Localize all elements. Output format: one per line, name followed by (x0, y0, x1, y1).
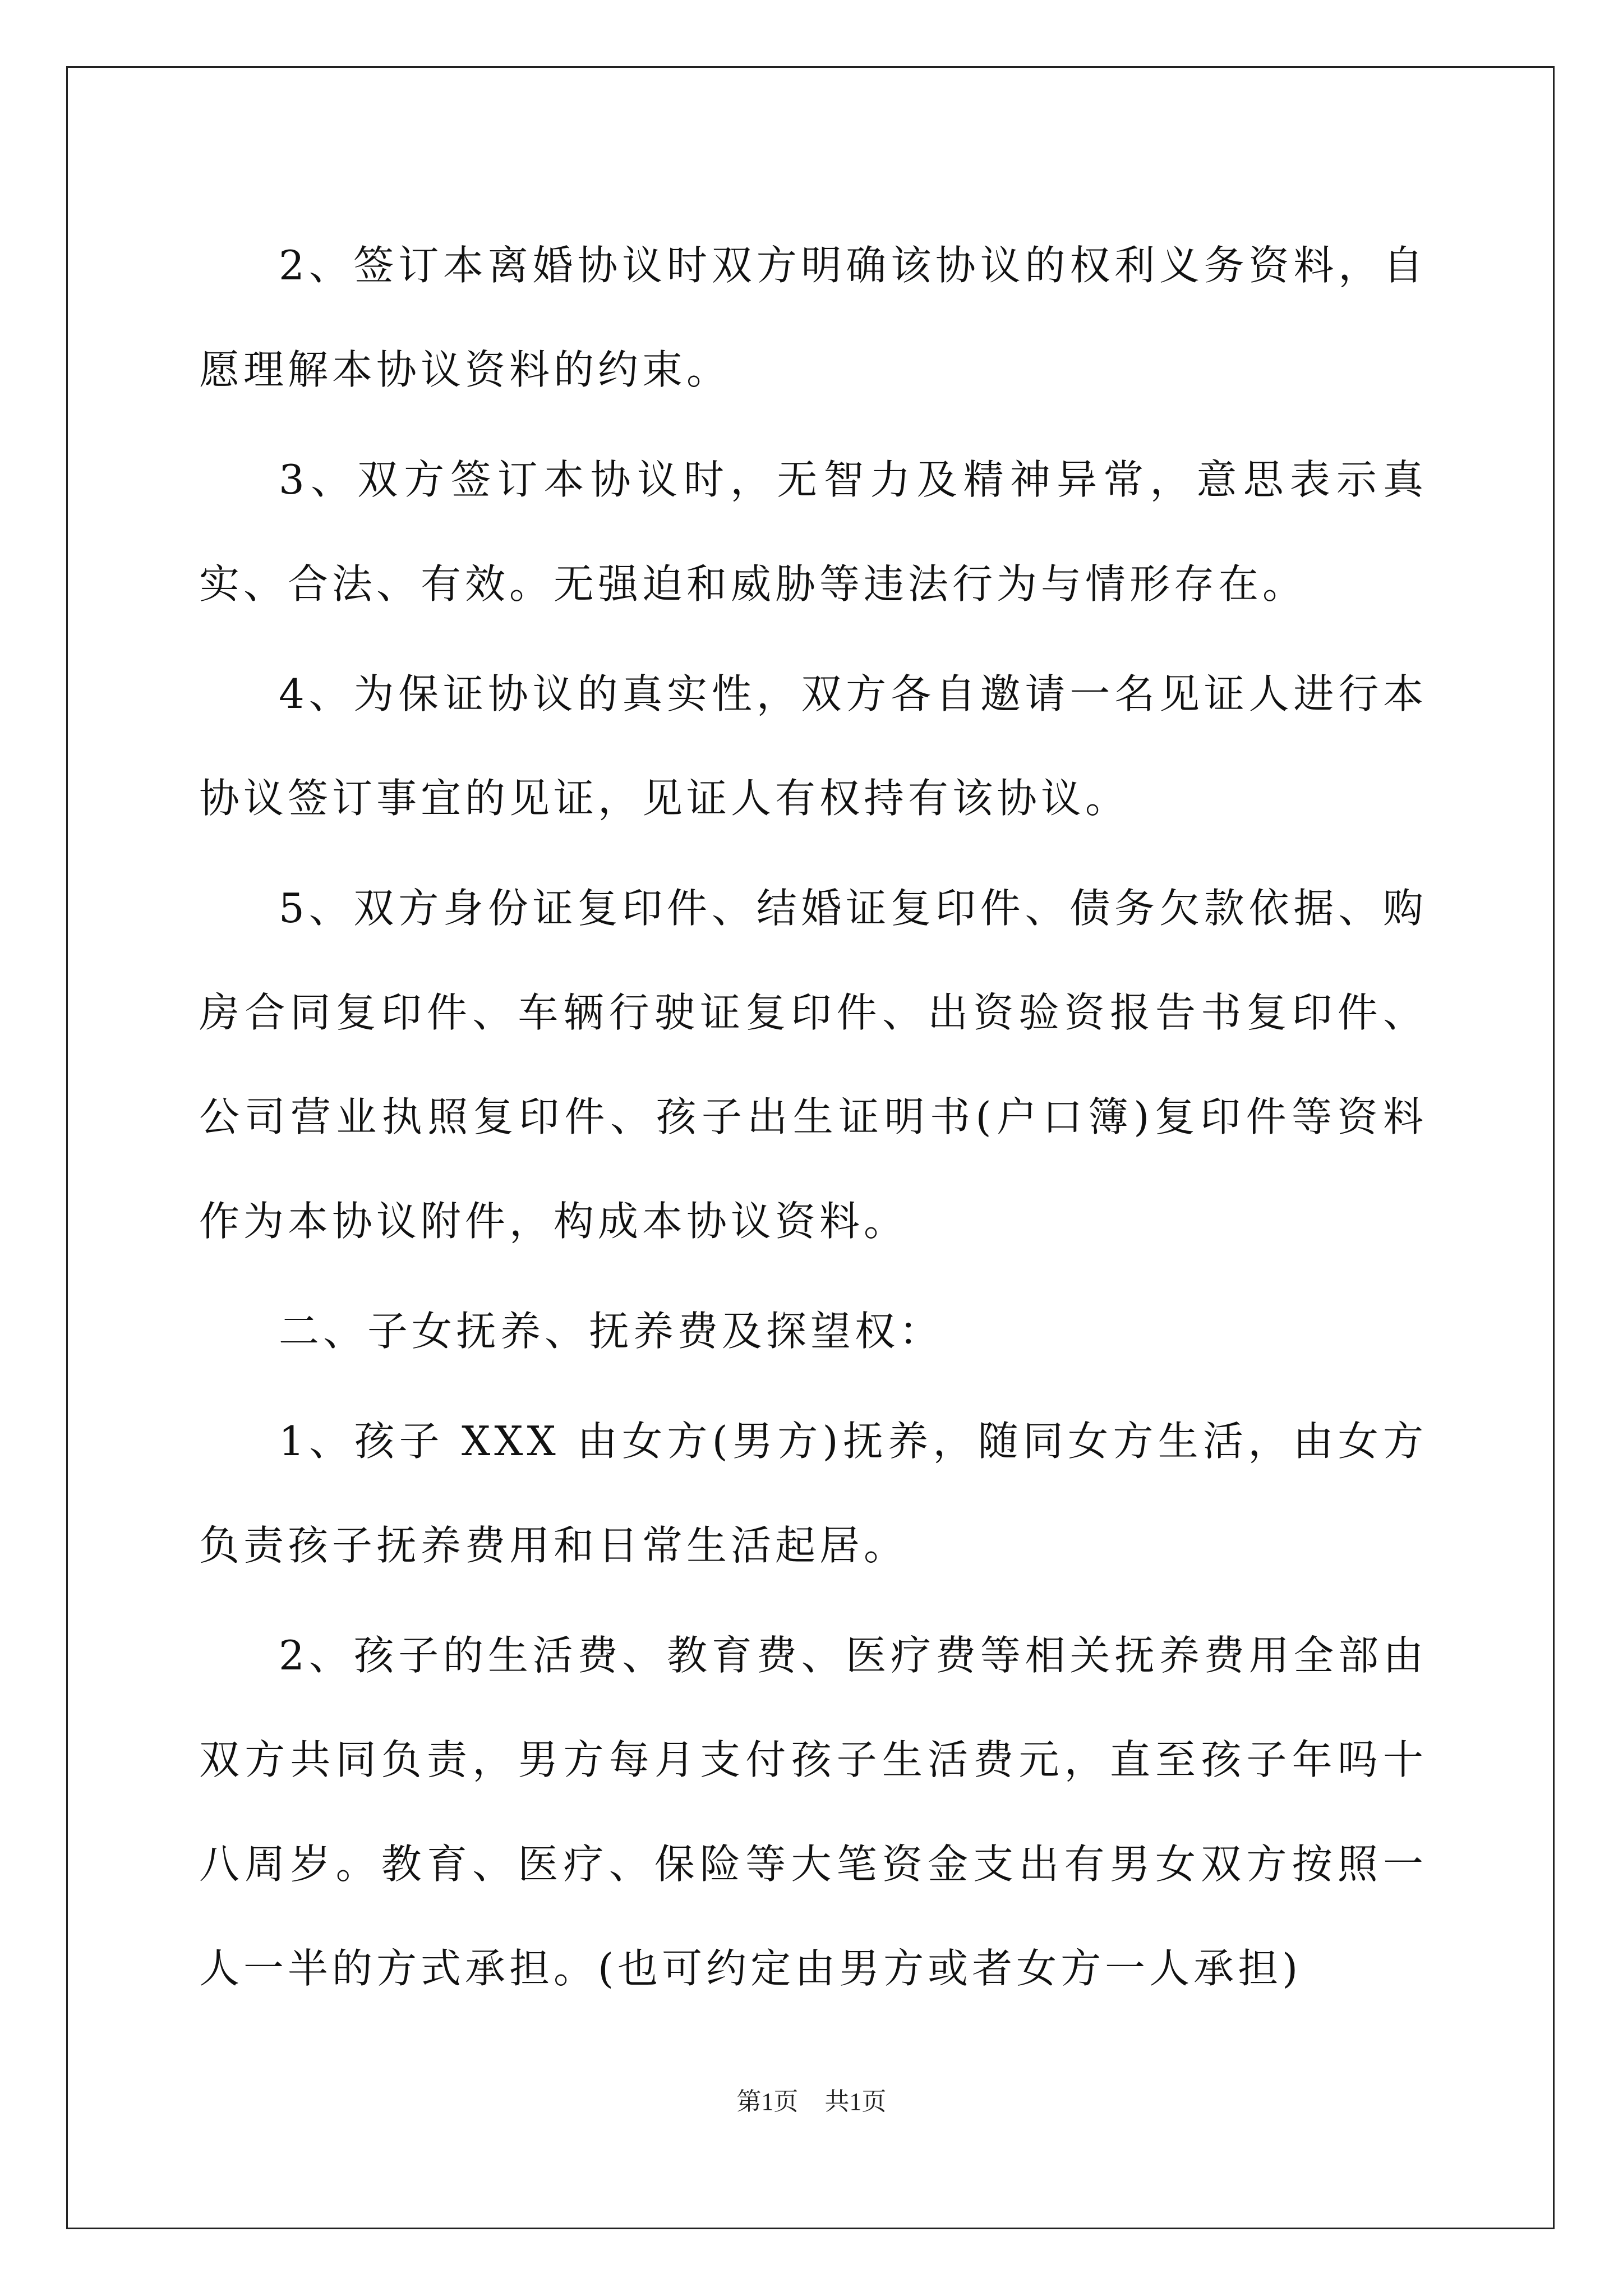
paragraph-clause-4: 4、为保证协议的真实性，双方各自邀请一名见证人进行本协议签订事宜的见证，见证人有权持有该协议。 (199, 670, 1427, 822)
page-number: 第1页 (736, 2088, 799, 2115)
page-footer (0, 2081, 1623, 2117)
document-body (199, 213, 1427, 2026)
paragraph-custody-1: 1、孩子 XXX 由女方(男方)抚养，随同女方生活，由女方负责孩子抚养费用和日常生活起居。 (199, 1418, 1427, 1569)
paragraph-custody-2: 2、孩子的生活费、教育费、医疗费等相关抚养费用全部由双方共同负责，男方每月支付孩子生活费元，直至孩子年吗十八周岁。教育、医疗、保险等大笔资金支出有男女双方按照一人一半的方式承担。(也可约定由男方或者女方一人承担) (199, 1632, 1427, 1992)
page-total: 共1页 (824, 2088, 887, 2115)
section-heading-child-custody: 二、子女抚养、抚养费及探望权： (279, 1308, 944, 1355)
paragraph-clause-2: 2、签订本离婚协议时双方明确该协议的权利义务资料，自愿理解本协议资料的约束。 (199, 242, 1427, 393)
paragraph-clause-5: 5、双方身份证复印件、结婚证复印件、债务欠款依据、购房合同复印件、车辆行驶证复印件、出资验资报告书复印件、公司营业执照复印件、孩子出生证明书(户口簿)复印件等资料作为本协议附件，构成本协议资料。 (199, 885, 1427, 1245)
paragraph-clause-3: 3、双方签订本协议时，无智力及精神异常，意思表示真实、合法、有效。无强迫和威胁等违法行为与情形存在。 (199, 456, 1427, 608)
